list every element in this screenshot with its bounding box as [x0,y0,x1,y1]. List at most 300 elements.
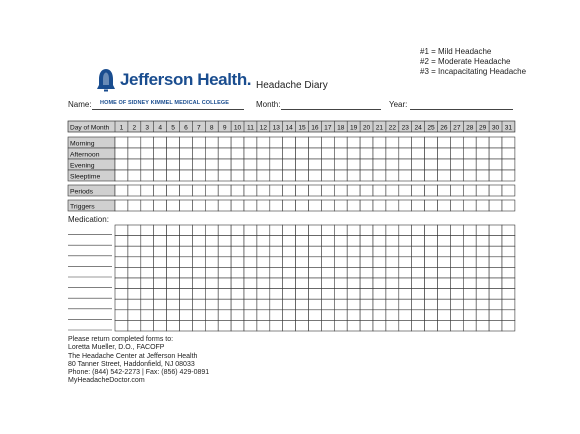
medication-cell[interactable] [115,225,128,236]
diary-cell[interactable] [502,170,515,181]
periods-cell[interactable] [244,185,257,196]
medication-cell[interactable] [218,246,231,257]
medication-cell[interactable] [244,278,257,289]
periods-cell[interactable] [296,185,309,196]
medication-cell[interactable] [128,278,141,289]
periods-cell[interactable] [321,185,334,196]
medication-cell[interactable] [399,246,412,257]
medication-cell[interactable] [360,257,373,268]
triggers-cell[interactable] [141,200,154,211]
diary-cell[interactable] [438,159,451,170]
diary-cell[interactable] [476,159,489,170]
diary-cell[interactable] [386,148,399,159]
medication-cell[interactable] [244,225,257,236]
triggers-cell[interactable] [231,200,244,211]
triggers-cell[interactable] [386,200,399,211]
medication-cell[interactable] [115,299,128,310]
medication-cell[interactable] [283,236,296,247]
medication-cell[interactable] [386,225,399,236]
medication-cell[interactable] [321,310,334,321]
medication-cell[interactable] [205,257,218,268]
medication-cell[interactable] [128,246,141,257]
medication-cell[interactable] [438,236,451,247]
medication-cell[interactable] [244,310,257,321]
medication-cell[interactable] [180,289,193,300]
medication-cell[interactable] [309,225,322,236]
medication-cell[interactable] [244,299,257,310]
periods-cell[interactable] [283,185,296,196]
medication-cell[interactable] [167,299,180,310]
diary-cell[interactable] [167,148,180,159]
diary-cell[interactable] [244,137,257,148]
medication-cell[interactable] [167,257,180,268]
medication-cell[interactable] [386,267,399,278]
medication-cell[interactable] [180,257,193,268]
triggers-cell[interactable] [373,200,386,211]
medication-cell[interactable] [205,267,218,278]
medication-cell[interactable] [450,257,463,268]
medication-cell[interactable] [180,299,193,310]
medication-cell[interactable] [218,267,231,278]
medication-cell[interactable] [373,246,386,257]
diary-cell[interactable] [205,148,218,159]
medication-cell[interactable] [192,289,205,300]
diary-cell[interactable] [154,159,167,170]
diary-cell[interactable] [347,170,360,181]
triggers-cell[interactable] [218,200,231,211]
medication-cell[interactable] [167,278,180,289]
medication-cell[interactable] [283,299,296,310]
medication-cell[interactable] [386,278,399,289]
medication-cell[interactable] [218,320,231,331]
diary-cell[interactable] [463,148,476,159]
medication-cell[interactable] [463,299,476,310]
diary-cell[interactable] [180,148,193,159]
medication-cell[interactable] [360,267,373,278]
medication-cell[interactable] [180,236,193,247]
diary-cell[interactable] [283,137,296,148]
medication-cell[interactable] [309,299,322,310]
medication-cell[interactable] [502,257,515,268]
medication-cell[interactable] [360,246,373,257]
diary-cell[interactable] [373,148,386,159]
medication-cell[interactable] [141,236,154,247]
medication-cell[interactable] [399,299,412,310]
medication-cell[interactable] [360,225,373,236]
medication-cell[interactable] [128,257,141,268]
medication-cell[interactable] [386,289,399,300]
medication-cell[interactable] [141,267,154,278]
medication-cell[interactable] [386,310,399,321]
diary-cell[interactable] [502,159,515,170]
triggers-cell[interactable] [321,200,334,211]
diary-cell[interactable] [257,159,270,170]
medication-cell[interactable] [128,225,141,236]
medication-cell[interactable] [205,236,218,247]
diary-cell[interactable] [399,159,412,170]
medication-cell[interactable] [321,236,334,247]
periods-cell[interactable] [463,185,476,196]
diary-cell[interactable] [425,159,438,170]
medication-cell[interactable] [180,246,193,257]
diary-cell[interactable] [321,137,334,148]
medication-cell[interactable] [438,278,451,289]
medication-cell[interactable] [373,225,386,236]
medication-cell[interactable] [244,246,257,257]
periods-cell[interactable] [257,185,270,196]
medication-cell[interactable] [192,257,205,268]
diary-cell[interactable] [296,170,309,181]
medication-cell[interactable] [450,246,463,257]
medication-cell[interactable] [141,310,154,321]
medication-cell[interactable] [321,225,334,236]
medication-cell[interactable] [321,246,334,257]
diary-cell[interactable] [386,137,399,148]
medication-cell[interactable] [463,320,476,331]
medication-cell[interactable] [502,278,515,289]
medication-cell[interactable] [283,289,296,300]
medication-cell[interactable] [244,236,257,247]
medication-cell[interactable] [231,267,244,278]
medication-cell[interactable] [489,278,502,289]
medication-cell[interactable] [296,310,309,321]
diary-cell[interactable] [399,148,412,159]
medication-cell[interactable] [450,278,463,289]
medication-cell[interactable] [218,236,231,247]
medication-cell[interactable] [438,289,451,300]
diary-cell[interactable] [154,148,167,159]
medication-cell[interactable] [502,225,515,236]
diary-cell[interactable] [360,137,373,148]
medication-cell[interactable] [450,267,463,278]
medication-cell[interactable] [128,267,141,278]
medication-cell[interactable] [334,236,347,247]
medication-cell[interactable] [489,267,502,278]
medication-cell[interactable] [489,289,502,300]
medication-cell[interactable] [476,267,489,278]
medication-cell[interactable] [386,236,399,247]
medication-cell[interactable] [412,289,425,300]
diary-cell[interactable] [502,137,515,148]
diary-cell[interactable] [450,170,463,181]
medication-cell[interactable] [296,320,309,331]
diary-cell[interactable] [244,159,257,170]
diary-cell[interactable] [141,137,154,148]
medication-cell[interactable] [205,278,218,289]
medication-cell[interactable] [115,278,128,289]
medication-cell[interactable] [154,320,167,331]
medication-cell[interactable] [167,267,180,278]
medication-cell[interactable] [386,257,399,268]
diary-cell[interactable] [489,159,502,170]
medication-cell[interactable] [425,278,438,289]
triggers-cell[interactable] [502,200,515,211]
medication-cell[interactable] [463,225,476,236]
medication-cell[interactable] [115,310,128,321]
diary-cell[interactable] [141,170,154,181]
diary-cell[interactable] [412,159,425,170]
medication-cell[interactable] [296,257,309,268]
medication-cell[interactable] [334,225,347,236]
medication-cell[interactable] [476,246,489,257]
diary-cell[interactable] [489,170,502,181]
diary-cell[interactable] [167,159,180,170]
diary-cell[interactable] [438,148,451,159]
medication-cell[interactable] [270,310,283,321]
diary-cell[interactable] [128,159,141,170]
diary-cell[interactable] [412,137,425,148]
medication-cell[interactable] [347,289,360,300]
medication-cell[interactable] [309,236,322,247]
year-field[interactable] [410,100,513,110]
medication-cell[interactable] [489,246,502,257]
diary-cell[interactable] [502,148,515,159]
diary-cell[interactable] [425,148,438,159]
diary-cell[interactable] [167,137,180,148]
periods-cell[interactable] [425,185,438,196]
medication-cell[interactable] [192,225,205,236]
diary-cell[interactable] [167,170,180,181]
periods-cell[interactable] [438,185,451,196]
medication-cell[interactable] [205,246,218,257]
medication-cell[interactable] [283,310,296,321]
medication-cell[interactable] [360,278,373,289]
medication-cell[interactable] [412,236,425,247]
medication-cell[interactable] [450,289,463,300]
medication-cell[interactable] [463,310,476,321]
medication-cell[interactable] [128,289,141,300]
medication-cell[interactable] [373,278,386,289]
medication-cell[interactable] [205,299,218,310]
medication-cell[interactable] [244,257,257,268]
medication-cell[interactable] [425,246,438,257]
periods-cell[interactable] [218,185,231,196]
diary-cell[interactable] [218,137,231,148]
medication-cell[interactable] [425,267,438,278]
medication-cell[interactable] [463,267,476,278]
medication-cell[interactable] [115,236,128,247]
medication-cell[interactable] [373,310,386,321]
medication-cell[interactable] [347,299,360,310]
diary-cell[interactable] [180,170,193,181]
medication-cell[interactable] [412,299,425,310]
diary-cell[interactable] [412,148,425,159]
periods-cell[interactable] [399,185,412,196]
medication-cell[interactable] [192,246,205,257]
diary-cell[interactable] [476,137,489,148]
diary-cell[interactable] [270,148,283,159]
medication-cell[interactable] [502,289,515,300]
medication-cell[interactable] [141,278,154,289]
medication-cell[interactable] [502,320,515,331]
medication-cell[interactable] [283,267,296,278]
medication-cell[interactable] [425,310,438,321]
diary-cell[interactable] [128,148,141,159]
medication-cell[interactable] [386,320,399,331]
medication-cell[interactable] [321,257,334,268]
diary-cell[interactable] [373,159,386,170]
triggers-cell[interactable] [489,200,502,211]
medication-cell[interactable] [438,267,451,278]
medication-cell[interactable] [244,320,257,331]
medication-cell[interactable] [270,246,283,257]
diary-cell[interactable] [360,159,373,170]
diary-cell[interactable] [257,170,270,181]
medication-cell[interactable] [141,246,154,257]
diary-cell[interactable] [412,170,425,181]
diary-cell[interactable] [476,148,489,159]
periods-cell[interactable] [167,185,180,196]
diary-cell[interactable] [334,148,347,159]
medication-cell[interactable] [205,225,218,236]
diary-cell[interactable] [386,170,399,181]
medication-cell[interactable] [296,225,309,236]
medication-cell[interactable] [463,278,476,289]
diary-cell[interactable] [115,170,128,181]
medication-cell[interactable] [399,267,412,278]
diary-cell[interactable] [231,159,244,170]
medication-cell[interactable] [438,246,451,257]
diary-cell[interactable] [192,148,205,159]
medication-cell[interactable] [192,310,205,321]
triggers-cell[interactable] [128,200,141,211]
periods-cell[interactable] [476,185,489,196]
medication-cell[interactable] [438,320,451,331]
medication-cell[interactable] [321,267,334,278]
periods-cell[interactable] [450,185,463,196]
medication-cell[interactable] [334,310,347,321]
medication-cell[interactable] [463,257,476,268]
medication-cell[interactable] [257,299,270,310]
diary-cell[interactable] [476,170,489,181]
diary-cell[interactable] [334,159,347,170]
medication-cell[interactable] [309,278,322,289]
medication-cell[interactable] [154,278,167,289]
medication-cell[interactable] [399,289,412,300]
medication-cell[interactable] [154,299,167,310]
diary-cell[interactable] [347,148,360,159]
medication-cell[interactable] [115,246,128,257]
diary-cell[interactable] [347,159,360,170]
diary-cell[interactable] [360,148,373,159]
diary-cell[interactable] [321,159,334,170]
medication-cell[interactable] [244,289,257,300]
medication-cell[interactable] [463,246,476,257]
triggers-cell[interactable] [205,200,218,211]
triggers-cell[interactable] [425,200,438,211]
medication-cell[interactable] [218,225,231,236]
diary-cell[interactable] [218,148,231,159]
medication-cell[interactable] [334,246,347,257]
medication-cell[interactable] [231,320,244,331]
medication-cell[interactable] [425,299,438,310]
medication-cell[interactable] [438,257,451,268]
triggers-cell[interactable] [180,200,193,211]
periods-cell[interactable] [141,185,154,196]
periods-cell[interactable] [412,185,425,196]
diary-cell[interactable] [450,148,463,159]
medication-cell[interactable] [489,236,502,247]
medication-cell[interactable] [205,320,218,331]
medication-cell[interactable] [154,257,167,268]
medication-cell[interactable] [283,246,296,257]
medication-cell[interactable] [231,289,244,300]
medication-cell[interactable] [463,289,476,300]
diary-cell[interactable] [309,148,322,159]
medication-cell[interactable] [244,267,257,278]
diary-cell[interactable] [270,159,283,170]
medication-cell[interactable] [257,320,270,331]
medication-cell[interactable] [425,289,438,300]
medication-cell[interactable] [231,236,244,247]
medication-cell[interactable] [502,299,515,310]
medication-cell[interactable] [425,257,438,268]
medication-cell[interactable] [192,267,205,278]
triggers-cell[interactable] [347,200,360,211]
diary-cell[interactable] [489,148,502,159]
month-field[interactable] [281,100,381,110]
periods-cell[interactable] [192,185,205,196]
medication-cell[interactable] [502,310,515,321]
periods-cell[interactable] [502,185,515,196]
medication-cell[interactable] [231,225,244,236]
diary-cell[interactable] [425,170,438,181]
medication-cell[interactable] [450,236,463,247]
medication-cell[interactable] [347,257,360,268]
diary-cell[interactable] [450,137,463,148]
diary-cell[interactable] [309,159,322,170]
diary-cell[interactable] [115,148,128,159]
periods-cell[interactable] [115,185,128,196]
diary-cell[interactable] [244,170,257,181]
medication-cell[interactable] [231,299,244,310]
triggers-cell[interactable] [115,200,128,211]
periods-cell[interactable] [360,185,373,196]
diary-cell[interactable] [128,170,141,181]
triggers-cell[interactable] [450,200,463,211]
medication-cell[interactable] [347,278,360,289]
diary-cell[interactable] [463,159,476,170]
medication-cell[interactable] [296,246,309,257]
medication-cell[interactable] [218,289,231,300]
diary-cell[interactable] [218,159,231,170]
triggers-cell[interactable] [296,200,309,211]
medication-cell[interactable] [450,299,463,310]
medication-cell[interactable] [476,310,489,321]
medication-cell[interactable] [257,310,270,321]
medication-cell[interactable] [450,310,463,321]
medication-cell[interactable] [270,257,283,268]
medication-cell[interactable] [373,299,386,310]
medication-cell[interactable] [270,299,283,310]
medication-cell[interactable] [257,267,270,278]
medication-cell[interactable] [115,289,128,300]
medication-cell[interactable] [334,278,347,289]
diary-cell[interactable] [205,137,218,148]
diary-cell[interactable] [141,148,154,159]
medication-cell[interactable] [463,236,476,247]
diary-cell[interactable] [205,170,218,181]
diary-cell[interactable] [141,159,154,170]
medication-cell[interactable] [270,289,283,300]
medication-cell[interactable] [502,246,515,257]
diary-cell[interactable] [257,137,270,148]
medication-cell[interactable] [347,267,360,278]
medication-cell[interactable] [257,246,270,257]
medication-cell[interactable] [399,257,412,268]
medication-cell[interactable] [192,236,205,247]
medication-cell[interactable] [347,225,360,236]
